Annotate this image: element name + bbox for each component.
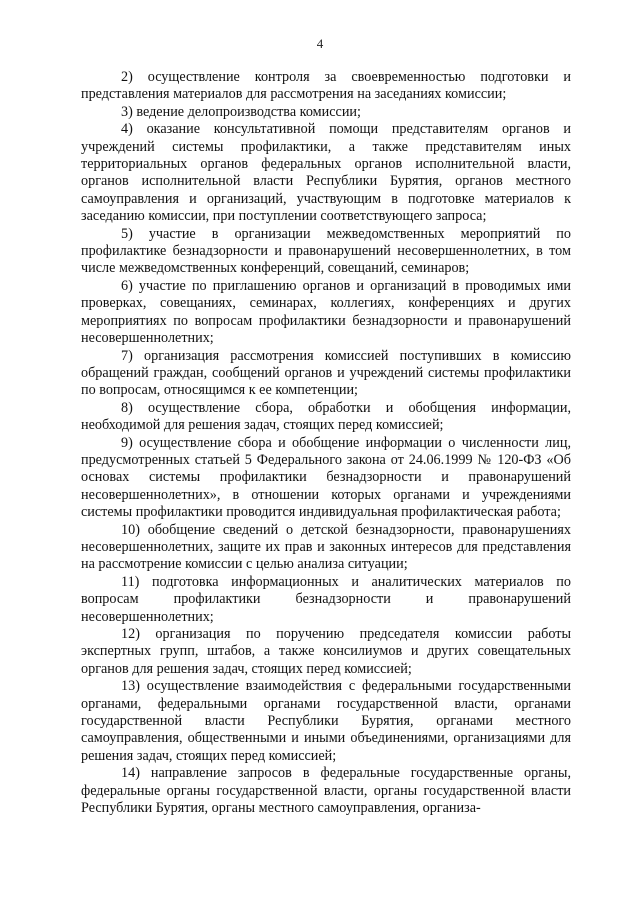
paragraph-item-9: 9) осуществление сбора и обобщение информации о численности лиц, предусмотренных статьей 5 Федерального закона от 24.06.1999 № 120-ФЗ «Об основах системы профилактики безнадзорности и правонарушений несовершеннолетних», в отношении которых органами и учреждениями системы профилактики проводится индивидуальная профилактическая работа; bbox=[81, 434, 571, 521]
paragraph-item-7: 7) организация рассмотрения комиссией поступивших в комиссию обращений граждан, сообщений органов и учреждений системы профилактики по вопросам, относящимся к ее компетенции; bbox=[81, 347, 571, 399]
paragraph-item-5: 5) участие в организации межведомственных мероприятий по профилактике безнадзорности и правонарушений несовершеннолетних, в том числе межведомственных конференций, совещаний, семинаров; bbox=[81, 225, 571, 277]
paragraph-item-8: 8) осуществление сбора, обработки и обобщения информации, необходимой для решения задач, стоящих перед комиссией; bbox=[81, 399, 571, 434]
paragraph-item-4: 4) оказание консультативной помощи представителям органов и учреждений системы профилактики, а также представителям иных территориальных органов федеральных органов исполнительной власти, органов исполнительной власти Республики Бурятия, органов местного самоуправления и организаций, участвующим в подготовке материалов к заседанию комиссии, при поступлении соответствующего запроса; bbox=[81, 121, 571, 225]
paragraph-item-2: 2) осуществление контроля за своевременностью подготовки и представления материалов для рассмотрения на заседаниях комиссии; bbox=[81, 69, 571, 103]
paragraph-item-10: 10) обобщение сведений о детской безнадзорности, правонарушениях несовершеннолетних, защите их прав и законных интересов для представления на рассмотрение комиссии с целью анализа ситуации; bbox=[81, 521, 571, 573]
paragraph-item-12: 12) организация по поручению председателя комиссии работы экспертных групп, штабов, а также консилиумов и других совещательных органов для решения задач, стоящих перед комиссией; bbox=[81, 626, 571, 677]
paragraph-item-14: 14) направление запросов в федеральные государственные органы, федеральные органы государственной власти, органы государственной власти Республики Бурятия, органы местного самоуправления, организа- bbox=[81, 765, 571, 817]
paragraph-item-3: 3) ведение делопроизводства комиссии; bbox=[121, 103, 361, 120]
paragraph-item-6: 6) участие по приглашению органов и организаций в проводимых ими проверках, совещаниях, семинарах, коллегиях, конференциях и других мероприятиях по вопросам профилактики безнадзорности и правонарушений несовершеннолетних; bbox=[81, 277, 571, 347]
paragraph-item-11: 11) подготовка информационных и аналитических материалов по вопросам профилактики безнадзорности и правонарушений несовершеннолетних; bbox=[81, 573, 571, 625]
page-number: 4 bbox=[316, 36, 324, 51]
document-body bbox=[81, 69, 571, 817]
paragraph-item-13: 13) осуществление взаимодействия с федеральными государственными органами, федеральными органами государственной власти, органами государственной власти Республики Бурятия, органами местного самоуправления, общественными и иными объединениями, организациями для решения задач, стоящих перед комиссией; bbox=[81, 678, 571, 764]
